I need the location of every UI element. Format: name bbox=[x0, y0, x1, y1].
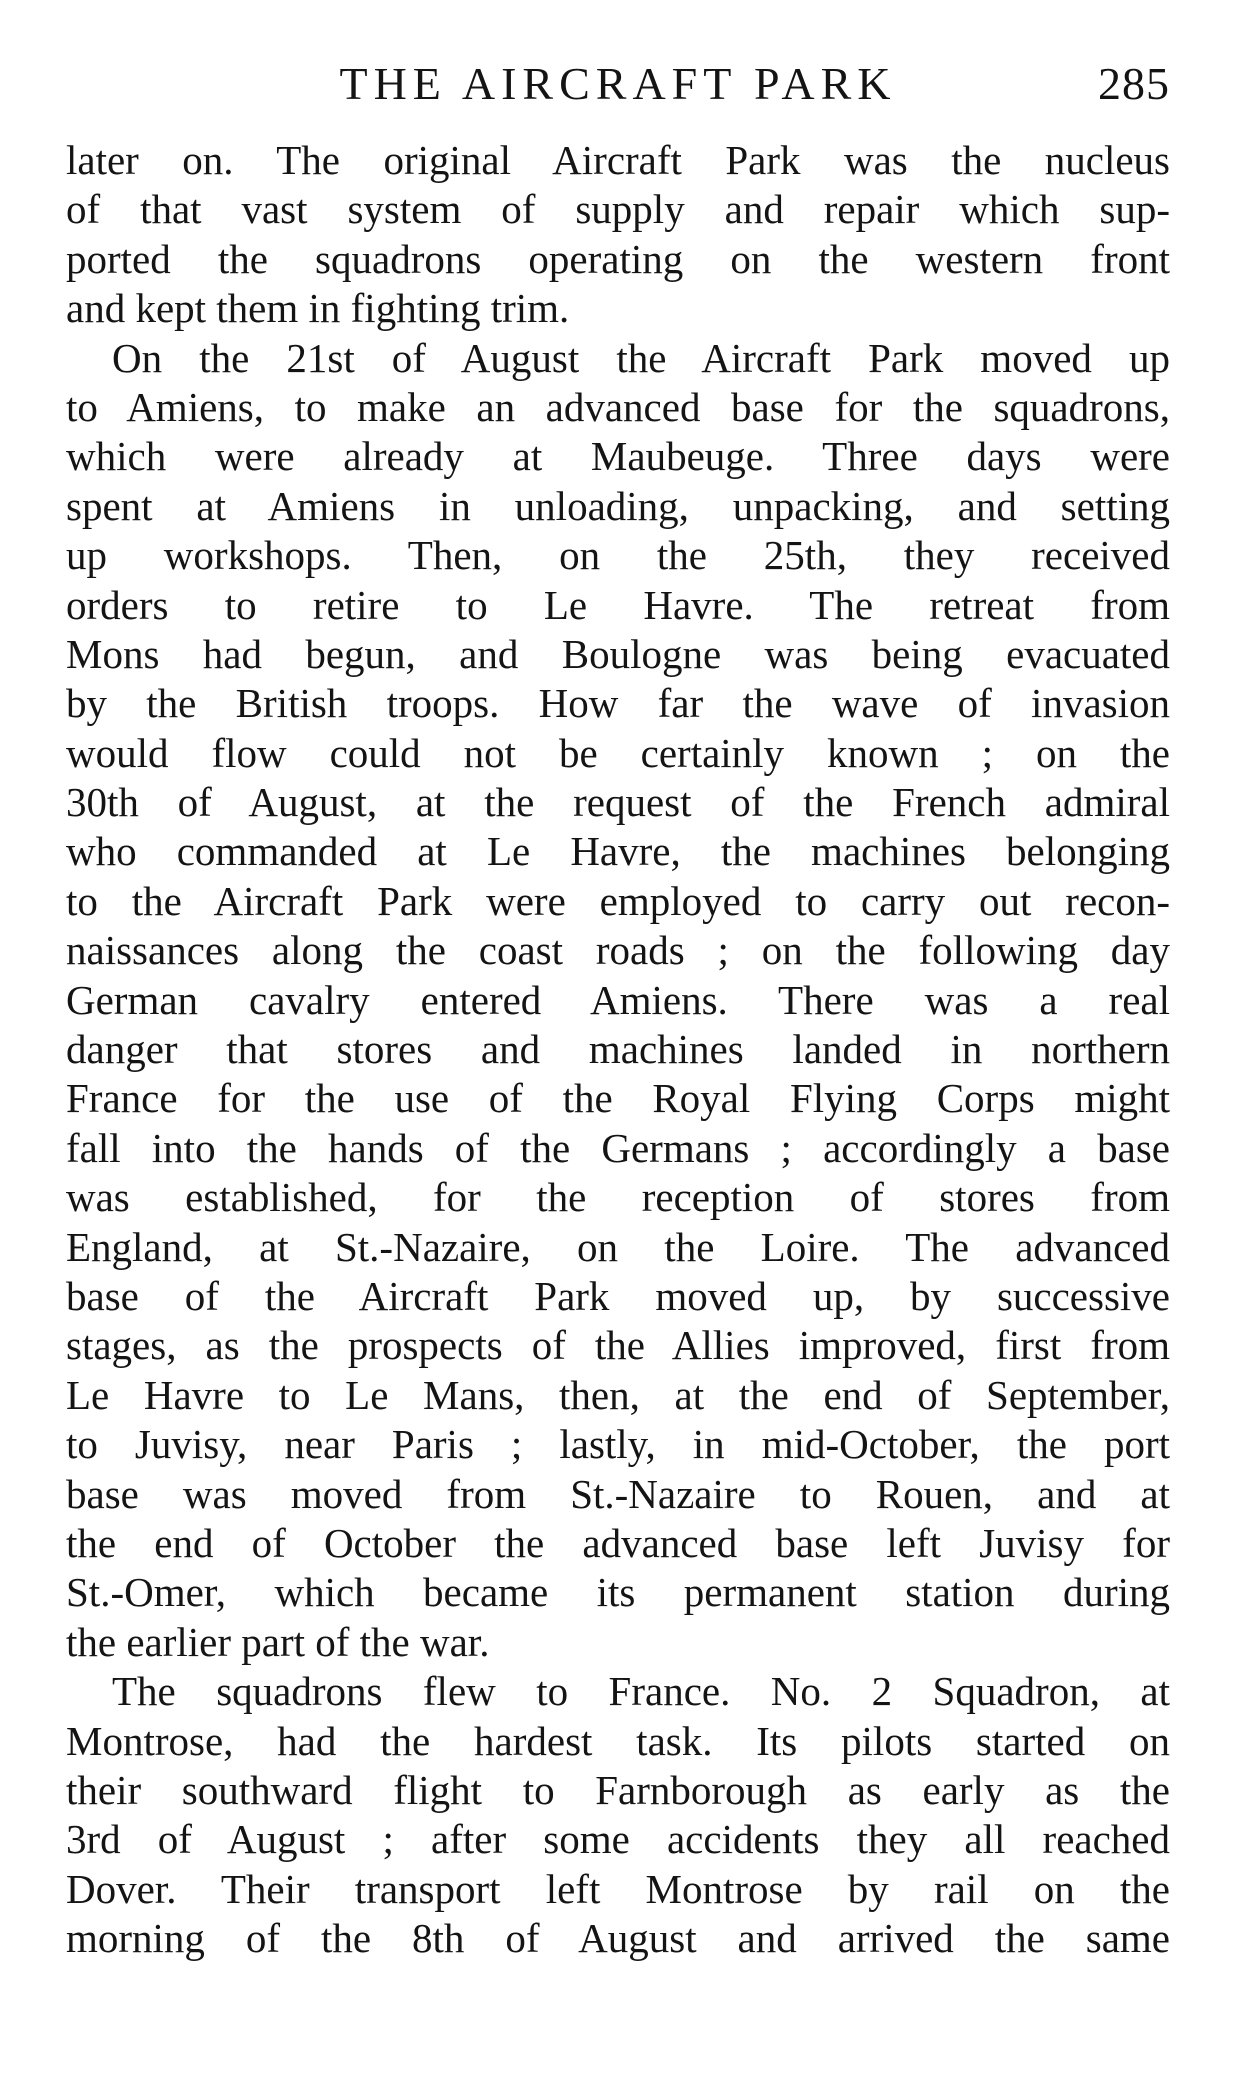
text-line: base was moved from St.-Nazaire to Rouen, and at bbox=[66, 1470, 1170, 1517]
text-line: up workshops. Then, on the 25th, they received bbox=[66, 532, 1170, 579]
text-line: the earlier part of the war. bbox=[66, 1618, 490, 1665]
text-line: and kept them in fighting trim. bbox=[66, 285, 570, 332]
paragraph-2 bbox=[66, 334, 1170, 1668]
running-head bbox=[66, 54, 1170, 114]
text-line: who commanded at Le Havre, the machines belonging bbox=[66, 828, 1170, 875]
running-title: THE AIRCRAFT PARK bbox=[339, 58, 897, 109]
text-line: later on. The original Aircraft Park was the nucleus bbox=[66, 137, 1170, 183]
text-line: spent at Amiens in unloading, unpacking, and setting bbox=[66, 482, 1170, 529]
text-line: fall into the hands of the Germans ; accordingly a base bbox=[66, 1124, 1170, 1171]
text-line: Mons had begun, and Boulogne was being evacuated bbox=[66, 630, 1170, 677]
text-line: danger that stores and machines landed in northern bbox=[66, 1026, 1170, 1073]
text-line: ported the squadrons operating on the western front bbox=[66, 235, 1170, 282]
text-line: base of the Aircraft Park moved up, by successive bbox=[66, 1272, 1170, 1319]
text-line: England, at St.-Nazaire, on the Loire. The advanced bbox=[66, 1223, 1170, 1270]
paragraph-1 bbox=[66, 136, 1170, 334]
text-line: Le Havre to Le Mans, then, at the end of September, bbox=[66, 1371, 1170, 1418]
text-line: On the 21st of August the Aircraft Park moved up bbox=[112, 334, 1170, 381]
text-line: to the Aircraft Park were employed to carry out recon- bbox=[66, 877, 1170, 924]
text-line: Dover. Their transport left Montrose by rail on the bbox=[66, 1865, 1170, 1912]
text-line: was established, for the reception of stores from bbox=[66, 1174, 1170, 1221]
text-line: morning of the 8th of August and arrived the same bbox=[66, 1915, 1170, 1962]
text-line: 30th of August, at the request of the French admiral bbox=[66, 779, 1170, 826]
text-line: The squadrons flew to France. No. 2 Squadron, at bbox=[112, 1668, 1170, 1715]
text-line: to Juvisy, near Paris ; lastly, in mid-October, the port bbox=[66, 1421, 1170, 1468]
text-line: their southward flight to Farnborough as early as the bbox=[66, 1766, 1170, 1813]
paragraph-3 bbox=[66, 1667, 1170, 1963]
text-line: 3rd of August ; after some accidents they all reached bbox=[66, 1816, 1170, 1863]
text-line: France for the use of the Royal Flying Corps might bbox=[66, 1075, 1170, 1122]
text-line: Montrose, had the hardest task. Its pilots started on bbox=[66, 1717, 1170, 1764]
text-line: which were already at Maubeuge. Three days were bbox=[66, 433, 1170, 480]
body-text bbox=[66, 136, 1170, 1963]
text-line: St.-Omer, which became its permanent station during bbox=[66, 1569, 1170, 1616]
text-line: stages, as the prospects of the Allies improved, first from bbox=[66, 1322, 1170, 1369]
text-line: would flow could not be certainly known ; on the bbox=[66, 729, 1170, 776]
text-line: by the British troops. How far the wave of invasion bbox=[66, 680, 1170, 727]
text-line: orders to retire to Le Havre. The retreat from bbox=[66, 581, 1170, 628]
text-line: of that vast system of supply and repair which sup- bbox=[66, 186, 1170, 233]
text-line: German cavalry entered Amiens. There was a real bbox=[66, 976, 1170, 1023]
text-line: to Amiens, to make an advanced base for the squadrons, bbox=[66, 383, 1170, 430]
text-line: the end of October the advanced base left Juvisy for bbox=[66, 1519, 1170, 1566]
text-line: naissances along the coast roads ; on the following day bbox=[66, 927, 1170, 974]
page-number: 285 bbox=[1098, 58, 1170, 109]
